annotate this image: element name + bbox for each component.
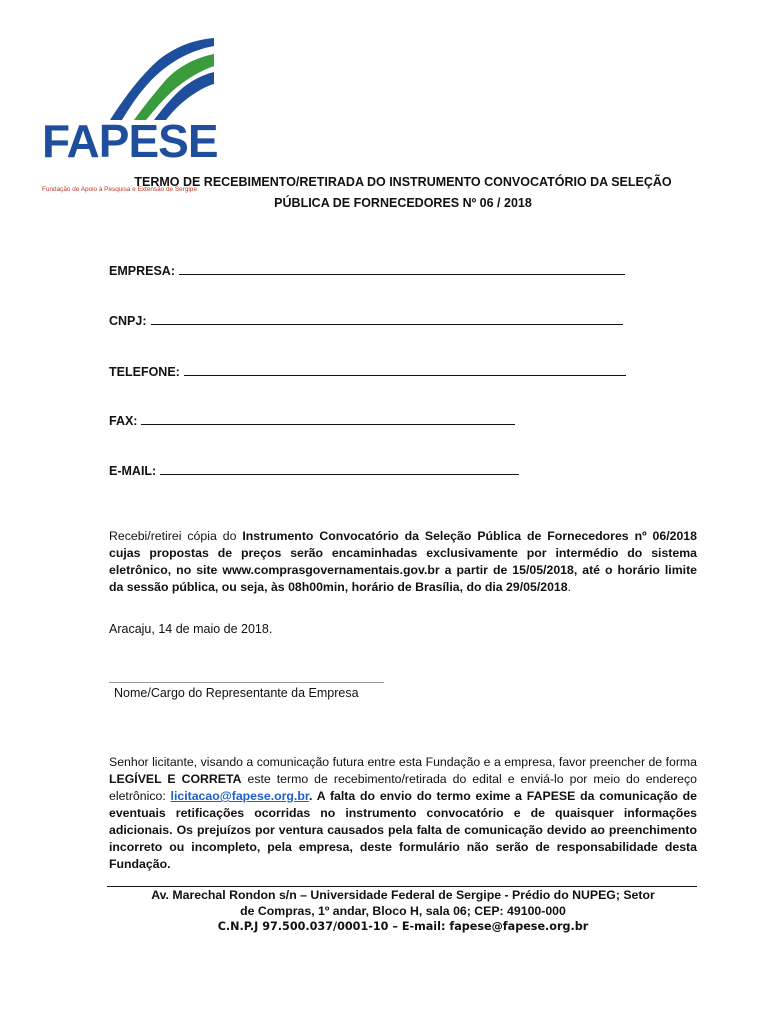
receipt-text-start: Recebi/retirei cópia do (109, 529, 243, 543)
footer-address-line2: de Compras, 1º andar, Bloco H, sala 06; CEP: 49100-000 (240, 904, 566, 918)
email-field[interactable] (109, 463, 519, 479)
signature-line[interactable] (109, 682, 384, 683)
receipt-text-bold: Instrumento Convocatório da Seleção Pública de Fornecedores nº 06/2018 cujas propostas de preços serão encaminhadas exclusivamente por intermédio do sistema eletrônico, no site www.comprasgovernamentais.gov.br a partir de 15/05/2018, até o horário limite da sessão pública, ou seja, às 08h00min, horário de Brasília, do dia 29/05/2018 (109, 529, 697, 594)
document-title-line2: PÚBLICA DE FORNECEDORES Nº 06 / 2018 (274, 196, 532, 210)
fax-blank-line[interactable] (141, 413, 515, 425)
telefone-blank-line[interactable] (184, 364, 626, 376)
empresa-field[interactable] (109, 263, 625, 279)
document-title-line1: TERMO DE RECEBIMENTO/RETIRADA DO INSTRUMENTO CONVOCATÓRIO DA SELEÇÃO (134, 175, 672, 189)
email-blank-line[interactable] (160, 463, 519, 475)
notice-text-bold: . A falta do envio do termo exime a FAPESE da comunicação de eventuais retificações ocorridas no instrumento convocatório e de quaisquer informações adicionais. Os prejuízos por ventura causados pela falta de comunicação devido ao preenchimento incorreto ou incompleto, pela empresa, deste formulário não serão de responsabilidade desta Fundação. (109, 789, 697, 871)
fax-field[interactable] (109, 413, 515, 429)
telefone-label: TELEFONE: (109, 365, 180, 379)
receipt-paragraph (109, 528, 697, 596)
signature-label: Nome/Cargo do Representante da Empresa (114, 686, 359, 700)
footer-address-line1: Av. Marechal Rondon s/n – Universidade Federal de Sergipe - Prédio do NUPEG; Setor (151, 888, 655, 902)
fax-label: FAX: (109, 414, 138, 428)
fapese-tagline: Fundação de Apoio à Pesquisa e Extensão de Sergipe (42, 186, 197, 193)
notice-email-link[interactable]: licitacao@fapese.org.br (170, 789, 309, 803)
fapese-wave-icon (110, 36, 220, 122)
cnpj-field[interactable] (109, 313, 623, 329)
notice-text-start: Senhor licitante, visando a comunicação futura entre esta Fundação e a empresa, favor preencher de forma (109, 755, 697, 769)
fapese-logo (40, 36, 230, 193)
receipt-text-end: . (567, 580, 572, 594)
email-label: E-MAIL: (109, 464, 157, 478)
cnpj-label: CNPJ: (109, 314, 147, 328)
footer-contact-line: C.N.P.J 97.500.037/0001-10 – E-mail: fapese@fapese.org.br (217, 920, 589, 933)
fapese-brand-text: FAPESE (42, 115, 218, 167)
telefone-field[interactable] (109, 364, 626, 380)
cnpj-blank-line[interactable] (151, 313, 623, 325)
notice-emphasis: LEGÍVEL E CORRETA (109, 772, 242, 786)
notice-paragraph (109, 754, 697, 873)
empresa-label: EMPRESA: (109, 264, 175, 278)
empresa-blank-line[interactable] (179, 263, 625, 275)
notice-text-middle: este termo de recebimento/retirada do edital e enviá-lo por meio do endereço eletrônico: (109, 772, 697, 803)
date-line: Aracaju, 14 de maio de 2018. (109, 622, 273, 636)
